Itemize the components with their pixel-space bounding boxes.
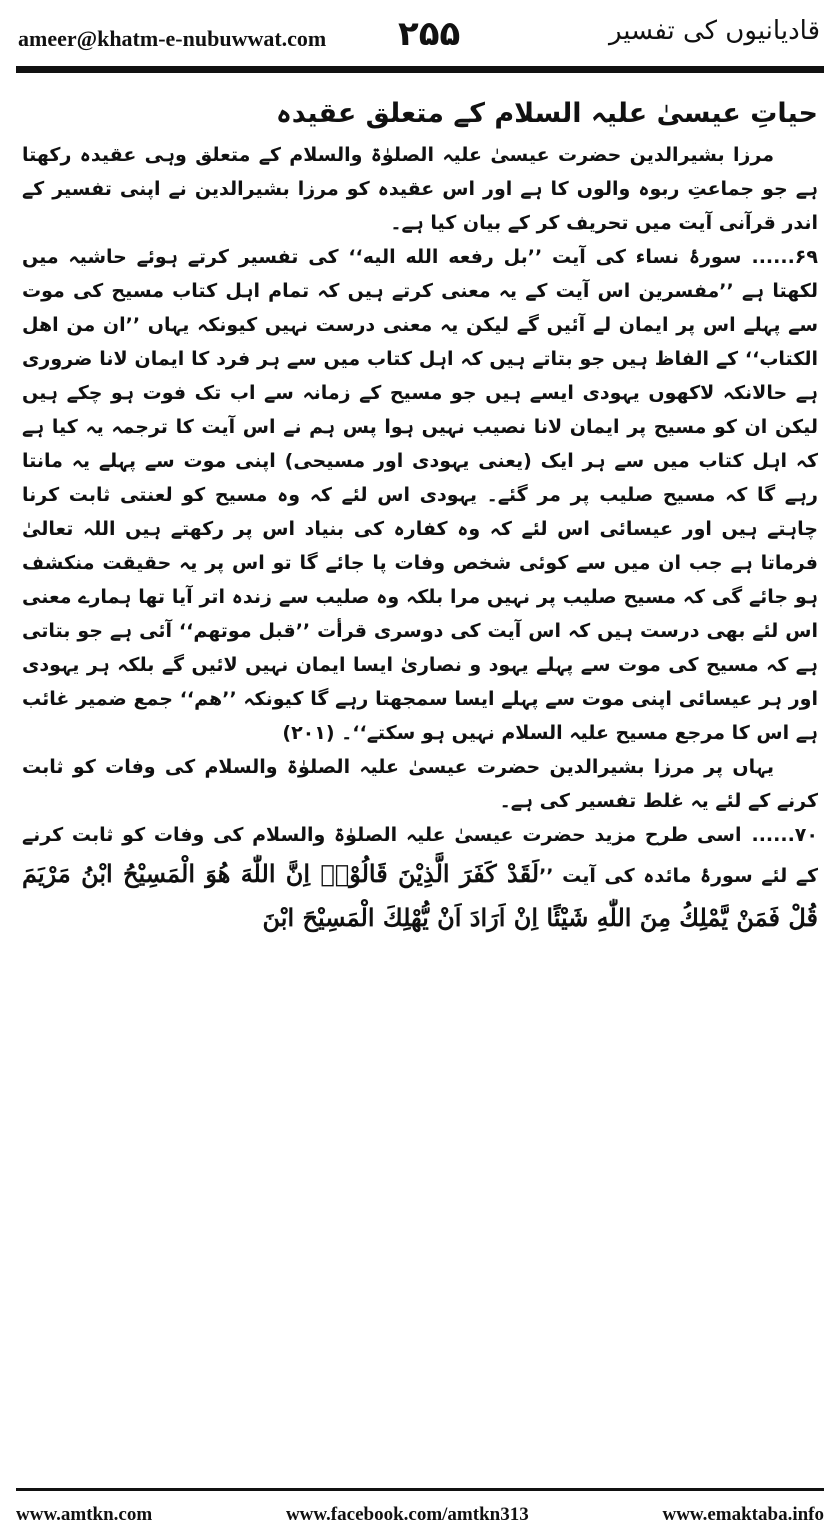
page-body [22,90,818,1470]
section-heading: حیاتِ عیسیٰ علیہ السلام کے متعلق عقیدہ [275,98,818,129]
paragraph-70 [22,818,818,940]
header-rule [16,66,824,73]
paragraph-number-70: ۷۰...... [751,824,818,846]
header-email: ameer@khatm-e-nubuwwat.com [18,26,327,51]
paragraph-intro: مرزا بشیرالدین حضرت عیسیٰ علیہ الصلوٰۃ والسلام کے متعلق وہی عقیدہ رکھتا ہے جو جماعتِ ربوہ والوں کا ہے اور اس عقیدہ کو مرزا بشیرالدین نے اپنی تفسیر کے اندر قرآنی آیت میں تحریف کر کے بیان کیا ہے۔ [22,144,818,234]
page-header [16,8,824,64]
book-title: قادیانیوں کی تفسیر [608,16,820,46]
paragraph-number-69: ۶۹...... [751,246,818,268]
paragraph-69 [22,240,818,750]
footer-link-amtkn[interactable]: www.amtkn.com [16,1504,153,1525]
paragraph-comment: یہاں پر مرزا بشیرالدین حضرت عیسیٰ علیہ الصلوٰۃ والسلام کی وفات کو ثابت کرنے کے لئے یہ غلط تفسیر کی ہے۔ [22,756,818,812]
paragraph-69-text: سورۂ نساء کی آیت ’’بل رفعه الله اليه‘‘ کی تفسیر کرتے ہوئے حاشیہ میں لکھتا ہے ’’مفسرین اس آیت کے یہ معنی کرتے ہیں کہ تمام اہل کتاب مسیح کی موت سے پہلے اس پر ایمان لے آئیں گے لیکن یہ معنی درست نہیں کیونکہ یہاں ’’ان من اهل الکتاب‘‘ کے الفاظ ہیں جو بتاتے ہیں کہ اہل کتاب میں سے ہر فرد کا ایمان لانا ضروری ہے حالانکہ لاکھوں یہودی ایسے ہیں جو مسیح کے زمانہ سے اب تک فوت ہو چکے ہیں لیکن ان کو مسیح پر ایمان لانا نصیب نہیں ہوا پس ہم نے اس آیت کا ترجمہ یہ کیا ہے کہ اہل کتاب میں سے ہر ایک (یعنی یہودی اور مسیحی) اپنی موت سے پہلے یہ مانتا رہے گا کہ مسیح صلیب پر مر گئے۔ یہودی اس لئے کہ وہ مسیح کو لعنتی ثابت کرنا چاہتے ہیں اور عیسائی اس لئے کہ وہ کفارہ کی بنیاد اس پر رکھتے ہیں اللہ تعالیٰ فرماتا ہے جب ان میں سے کوئی شخص وفات پا جائے گا تو اس پر یہ حقیقت منکشف ہو جائے گی کہ مسیح صلیب پر نہیں مرا بلکہ وہ صلیب سے زندہ اتر آیا تھا ہمارے معنی اس لئے بھی درست ہیں کہ اس آیت کی دوسری قرأت ’’قبل موتهم‘‘ آئی ہے جو بتاتی ہے کہ مسیح کی موت سے پہلے یہود و نصاریٰ ایسا ایمان نہیں لائیں گے بلکہ ہر یہودی اور ہر عیسائی اپنی موت سے پہلے ایسا سمجھتا رہے گا کیونکہ ’’هم‘‘ جمع ضمیر غائب ہے اس کا مرجع مسیح علیہ السلام نہیں ہو سکتے‘‘۔ (۲۰۱) [22,246,818,744]
paragraph-70-text: اسی طرح مزید حضرت عیسیٰ علیہ الصلوٰۃ والسلام کی وفات کو ثابت کرنے کے لئے سورۂ مائدہ کی آیت ’’ [22,824,818,887]
page-number: ۲۵۵ [398,14,461,54]
quran-verse: لَقَدْ كَفَرَ الَّذِيْنَ قَالُوْاۤ اِنَّ اللّٰهَ هُوَ الْمَسِيْحُ ابْنُ مَرْيَمَ قُلْ فَمَنْ يَّمْلِكُ مِنَ اللّٰهِ شَيْئًا اِنْ اَرَادَ اَنْ يُّهْلِكَ الْمَسِيْحَ ابْنَ [22,859,818,932]
footer-link-facebook[interactable]: www.facebook.com/amtkn313 [285,1504,529,1525]
page-footer [16,1504,824,1532]
footer-link-emaktaba[interactable]: www.emaktaba.info [662,1504,824,1525]
footer-rule [16,1488,824,1491]
